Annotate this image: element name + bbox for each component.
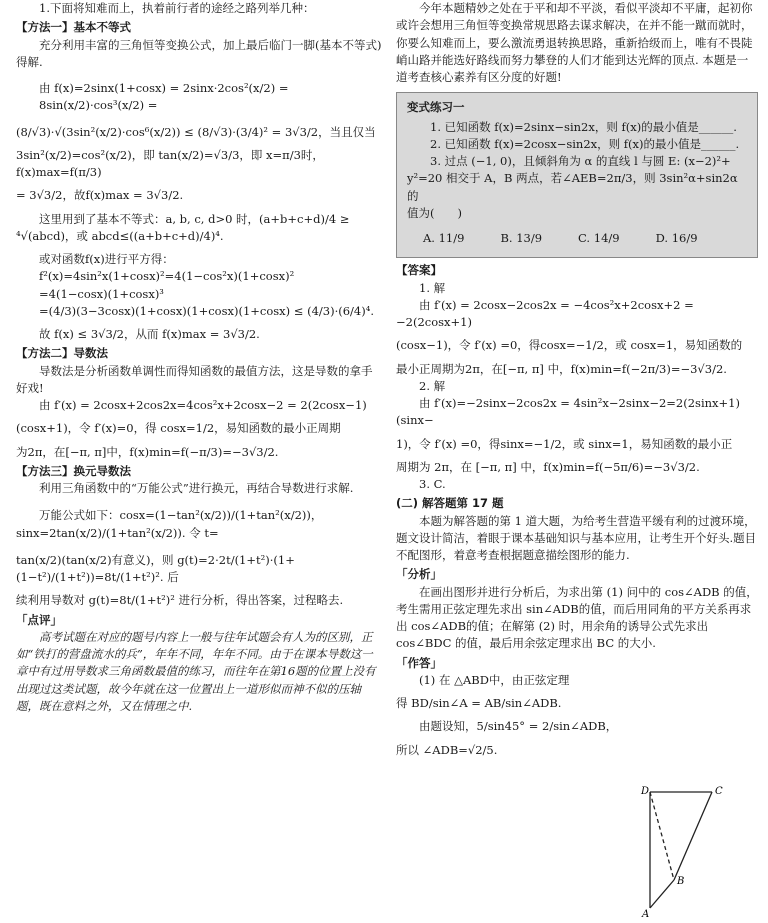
comment-text: 高考试题在对应的题号内容上一般与往年试题会有人为的区别，正如“铁打的营盘流水的兵”，年年不同，年年不同。由于在课本导数这一章中有过用导数求三角函数最值的练习，而往年在第16题的位置上没有出现过这类试题，故今年就在这一位置出上一道形似而神不似的压轴题，既在意料之外，又在情理之中. <box>16 629 376 713</box>
answer-2-formula-3: 周期为 2π，在 [−π, π] 中，f(x)min=f(−5π/6)=−3√3/2. <box>396 459 700 474</box>
answer-1-label: 1. 解 <box>419 280 446 295</box>
analysis-title: 「分析」 <box>396 567 442 582</box>
label-b: B <box>677 876 685 887</box>
label-d: D <box>641 786 650 797</box>
exercise-3-options <box>423 230 747 247</box>
right-intro: 今年本题精妙之处在于平和却不平淡，看似平淡却不平庸，起初你或许会想用三角恒等变换常规思路去谋求解决，在并不能一蹴而就时，你要么知难而上，要么激流勇退转换思路，重新拾级而上，唯有不畏陡峭山路并能选好路线而努力攀登的人们才能到达光辉的顶点. 本题是一道考查核心素养有区分度的好题! <box>396 1 753 84</box>
section-2-title: (二) 解答题第 17 题 <box>396 496 504 511</box>
practice-box-title: 变式练习一 <box>407 100 465 115</box>
solution-4: 所以 ∠ADB=√2/5. <box>396 742 498 757</box>
exercise-3a: 3. 过点 (−1, 0)，且倾斜角为 α 的直线 l 与圆 E: (x−2)²+ <box>430 154 731 168</box>
method2-title: 【方法二】导数法 <box>16 346 108 361</box>
method2-formula-3: 为2π，在[−π, π]中，f(x)min=f(−π/3)=−3√3/2. <box>16 444 279 459</box>
solution-1: (1) 在 △ABD中，由正弦定理 <box>419 672 570 687</box>
option-b: B. 13/9 <box>500 231 543 245</box>
method1-formula-2: (8/√3)·√(3sin²(x/2)·cos⁶(x/2)) ≤ (8/√3)·(3/4)² = 3√3/2，当且仅当 <box>16 124 376 139</box>
answer-3: 3. C. <box>419 477 446 491</box>
method1-inequality-1: 这里用到了基本不等式：a, b, c, d>0 时，(a+b+c+d)/4 ≥ <box>39 211 350 226</box>
method3-formula-2: tan(x/2)(tan(x/2)有意义)，则 g(t)=2·2t/(1+t²)·(1+(1−t²)/(1+t²))=8t/(1+t²)². 后 <box>16 552 295 584</box>
answer-2-label: 2. 解 <box>419 378 446 393</box>
method2-formula-2: (cosx+1)，令 f′(x)=0，得 cosx=1/2，易知函数的最小正周期 <box>16 421 341 436</box>
practice-box <box>396 92 758 258</box>
method2-desc: 导数法是分析函数单调性而得知函数的最值方法，这是导数的拿手好戏! <box>16 363 373 395</box>
method1-square-4: 故 f(x) ≤ 3√3/2，从而 f(x)max = 3√3/2. <box>39 327 260 341</box>
method1-alt: 或对函数f(x)进行平方得： <box>39 252 174 266</box>
solution-2: 得 BD/sin∠A = AB/sin∠ADB. <box>396 696 562 710</box>
option-c: C. 14/9 <box>578 231 620 245</box>
exercise-1: 1. 已知函数 f(x)=2sinx−sin2x，则 f(x)的最小值是______. <box>430 119 737 134</box>
analysis-text: 在画出图形并进行分析后，为求出第 (1) 问中的 cos∠ADB 的值，考生需用正弦定理先求出 sin∠ADB的值，而后用同角的平方关系再求出 cos∠ADB的值；在解第 (2) 时，用余角的诱导公式先求出 cos∠BDC 的值，最后用余弦定理求出 BC 的大小. <box>396 584 758 651</box>
answer-title: 【答案】 <box>396 263 442 278</box>
option-d: D. 16/9 <box>655 231 698 245</box>
q1-intro: 1.下面将知难而上，执着前行者的途经之路列举几种： <box>39 1 315 15</box>
method1-square-3: =(4/3)(3−3cosx)(1+cosx)(1+cosx)(1+cosx) ≤ (4/3)·(6/4)⁴. <box>39 303 374 318</box>
method2-formula-1: 由 f′(x) = 2cosx+2cos2x=4cos²x+2cosx−2 = 2(2cosx−1) <box>39 398 367 412</box>
exercise-2: 2. 已知函数 f(x)=2cosx−sin2x，则 f(x)的最小值是______. <box>430 136 740 151</box>
method1-title: 【方法一】基本不等式 <box>16 20 131 35</box>
edge-ba <box>650 880 674 908</box>
method1-formula-4: = 3√3/2，故f(x)max = 3√3/2. <box>16 188 184 203</box>
answer-2-formula-1: 由 f′(x)=−2sinx−2cos2x = 4sin²x−2sinx−2=2(2sinx+1)(sinx− <box>396 396 740 428</box>
method1-square-1: f²(x)=4sin²x(1+cosx)²=4(1−cos²x)(1+cosx)² <box>39 269 295 284</box>
method1-formula-1: 由 f(x)=2sinx(1+cosx) = 2sinx·2cos²(x/2) = 8sin(x/2)·cos³(x/2) = <box>39 81 289 113</box>
quadrilateral-diagram <box>636 784 736 918</box>
diagonal-db <box>650 792 674 880</box>
quadrilateral-svg <box>636 784 736 918</box>
method3-formula-1: 万能公式如下：cosx=(1−tan²(x/2))/(1+tan²(x/2))，sinx=2tan(x/2)/(1+tan²(x/2)). 令 t= <box>16 508 323 540</box>
exercise-3b: y²=20 相交于 A，B 两点，若∠AEB=2π/3，则 3sin²α+sin2α 的 <box>407 171 738 203</box>
left-column <box>16 0 382 715</box>
edge-cb <box>674 792 712 880</box>
method1-square-2: =4(1−cosx)(1+cosx)³ <box>39 286 164 301</box>
exercise-3c: 值为( ) <box>407 205 462 220</box>
answer-1-formula-3: 最小正周期为2π，在[−π, π] 中，f(x)min=f(−2π/3)=−3√3/2. <box>396 361 727 376</box>
answer-1-formula-2: (cosx−1)，令 f′(x) =0，得cosx=−1/2，或 cosx=1，易知函数的 <box>396 338 743 353</box>
method3-desc: 利用三角函数中的“万能公式”进行换元，再结合导数进行求解. <box>39 481 354 495</box>
option-a: A. 11/9 <box>423 231 465 245</box>
answer-2-formula-2: 1)，令 f′(x) =0，得sinx=−1/2，或 sinx=1，易知函数的最小正 <box>396 436 733 451</box>
method3-formula-3: 续利用导数对 g(t)=8t/(1+t²)² 进行分析，得出答案，过程略去. <box>16 593 344 608</box>
label-a: A <box>642 909 650 918</box>
section-2-desc: 本题为解答题的第 1 道大题，为给考生营造平缓有利的过渡环境，题文设计简洁，着眼于课本基础知识与基本应用，让考生开个好头.题目不配图形，着意考查根据题意描绘图形的能力. <box>396 513 757 562</box>
method3-title: 【方法三】换元导数法 <box>16 463 131 478</box>
solution-3: 由题设知，5/sin45° = 2/sin∠ADB， <box>419 719 618 734</box>
solution-title: 「作答」 <box>396 655 442 670</box>
method1-formula-3: 3sin²(x/2)=cos²(x/2)，即 tan(x/2)=√3/3，即 x=π/3时，f(x)max=f(π/3) <box>16 147 324 179</box>
method1-desc: 充分利用丰富的三角恒等变换公式，加上最后临门一脚(基本不等式)得解. <box>16 37 382 69</box>
label-c: C <box>715 786 723 797</box>
comment-title: 「点评」 <box>16 612 62 627</box>
method1-inequality-2: ⁴√(abcd)，或 abcd≤((a+b+c+d)/4)⁴. <box>16 228 224 243</box>
right-column <box>396 0 758 759</box>
answer-1-formula-1: 由 f′(x) = 2cosx−2cos2x = −4cos²x+2cosx+2 = −2(2cosx+1) <box>396 297 694 329</box>
